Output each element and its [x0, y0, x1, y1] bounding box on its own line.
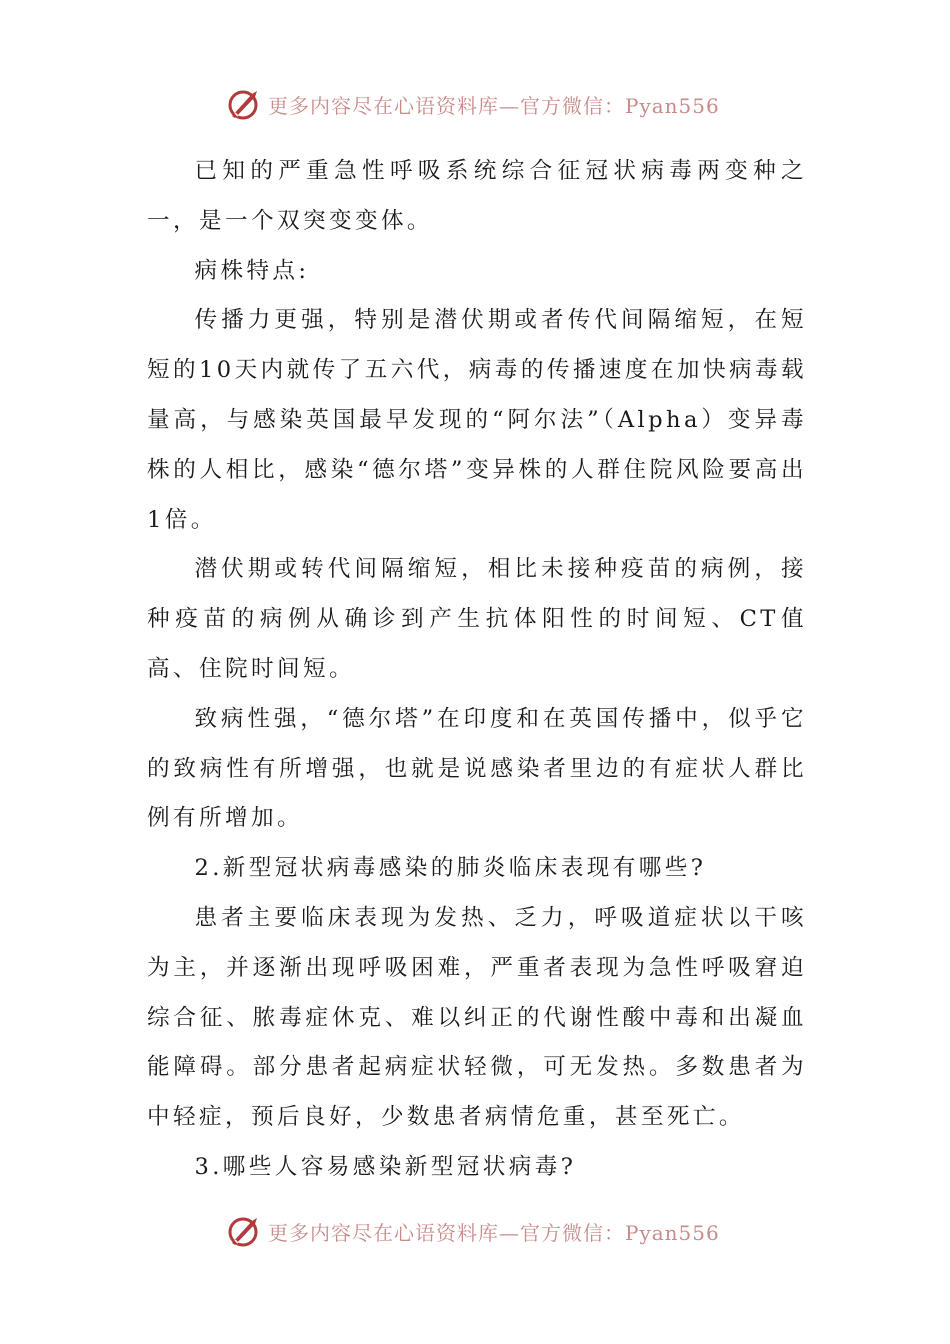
section-heading: 3.哪些人容易感染新型冠状病毒? — [194, 1153, 577, 1180]
paragraph: 致病性强，“德尔塔”在印度和在英国传播中，似乎它的致病性有所增强，也就是说感染者里边的有症状人群比例有所增加。 — [147, 705, 807, 832]
footer-banner — [226, 1211, 720, 1251]
paragraph: 潜伏期或转代间隔缩短，相比未接种疫苗的病例，接种疫苗的病例从确诊到产生抗体阳性的时间短、CT值高、住院时间短。 — [147, 556, 807, 682]
document-body — [147, 147, 807, 1193]
paragraph: 患者主要临床表现为发热、乏力，呼吸道症状以干咳为主，并逐渐出现呼吸困难，严重者表现为急性呼吸窘迫综合征、脓毒症休克、难以纠正的代谢性酸中毒和出凝血能障碍。部分患者起病症状轻微，可无发热。多数患者为中轻症，预后良好，少数患者病情危重，甚至死亡。 — [147, 904, 807, 1131]
pen-logo-icon — [226, 86, 262, 122]
paragraph: 已知的严重急性呼吸系统综合征冠状病毒两变种之一，是一个双突变变体。 — [147, 158, 807, 234]
header-banner — [226, 84, 720, 124]
section-heading: 2.新型冠状病毒感染的肺炎临床表现有哪些? — [194, 855, 707, 882]
pen-logo-icon — [226, 1213, 262, 1249]
paragraph: 传播力更强，特别是潜伏期或者传代间隔缩短，在短短的10天内就传了五六代，病毒的传播速度在加快病毒载量高，与感染英国最早发现的“阿尔法”（Alpha）变异毒株的人相比，感染“德尔塔”变异株的人群住院风险要高出1倍。 — [147, 307, 807, 533]
banner-text: 更多内容尽在心语资料库—官方微信：Pyan556 — [268, 93, 720, 118]
paragraph: 病株特点: — [194, 257, 310, 284]
banner-text: 更多内容尽在心语资料库—官方微信：Pyan556 — [268, 1220, 720, 1245]
